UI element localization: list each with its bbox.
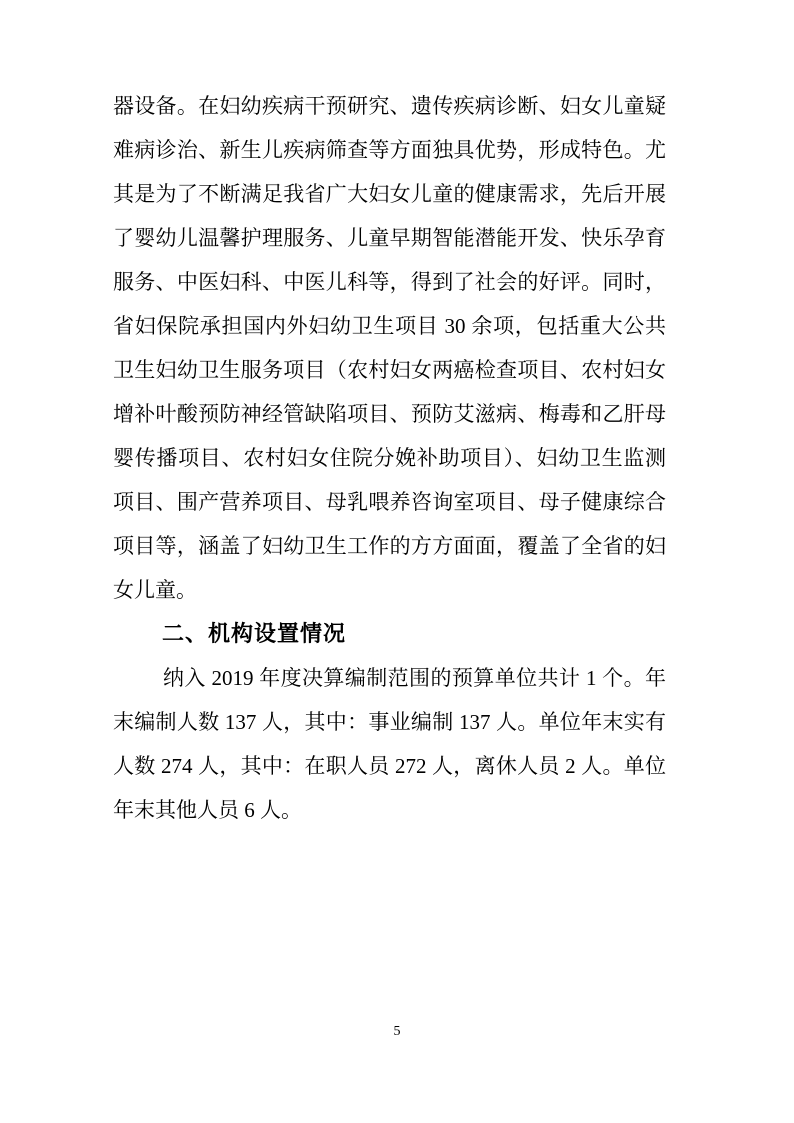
body-text-line: 人数 274 人，其中：在职人员 272 人，离休人员 2 人。单位: [113, 754, 666, 778]
body-text-line: 项目、围产营养项目、母乳喂养咨询室项目、母子健康综合: [113, 490, 666, 514]
body-text-line: 器设备。在妇幼疾病干预研究、遗传疾病诊断、妇女儿童疑: [113, 94, 666, 118]
body-text-line: 卫生妇幼卫生服务项目（农村妇女两癌检查项目、农村妇女: [113, 358, 666, 382]
body-text-line: 其是为了不断满足我省广大妇女儿童的健康需求，先后开展: [113, 182, 666, 206]
document-body: [113, 84, 666, 832]
page-footer: [0, 1022, 794, 1040]
page-number: 5: [393, 1024, 401, 1039]
body-text-line: 服务、中医妇科、中医儿科等，得到了社会的好评。同时，: [113, 270, 666, 294]
body-text-line: 增补叶酸预防神经管缺陷项目、预防艾滋病、梅毒和乙肝母: [113, 402, 666, 426]
body-text-line: 省妇保院承担国内外妇幼卫生项目 30 余项，包括重大公共: [113, 314, 666, 338]
body-text-line: 项目等，涵盖了妇幼卫生工作的方方面面，覆盖了全省的妇: [113, 534, 666, 558]
body-text-line: 婴传播项目、农村妇女住院分娩补助项目）、妇幼卫生监测: [113, 446, 666, 470]
body-text-line: 纳入 2019 年度决算编制范围的预算单位共计 1 个。年: [163, 666, 666, 690]
body-text-line: 难病诊治、新生儿疾病筛查等方面独具优势，形成特色。尤: [113, 138, 666, 162]
body-text-line: 年末其他人员 6 人。: [113, 798, 302, 822]
section-heading-organization: 二、机构设置情况: [162, 621, 347, 646]
body-text-line: 了婴幼儿温馨护理服务、儿童早期智能潜能开发、快乐孕育: [113, 226, 666, 250]
body-text-line: 女儿童。: [113, 578, 197, 602]
body-text-line: 末编制人数 137 人，其中：事业编制 137 人。单位年末实有: [113, 710, 666, 734]
